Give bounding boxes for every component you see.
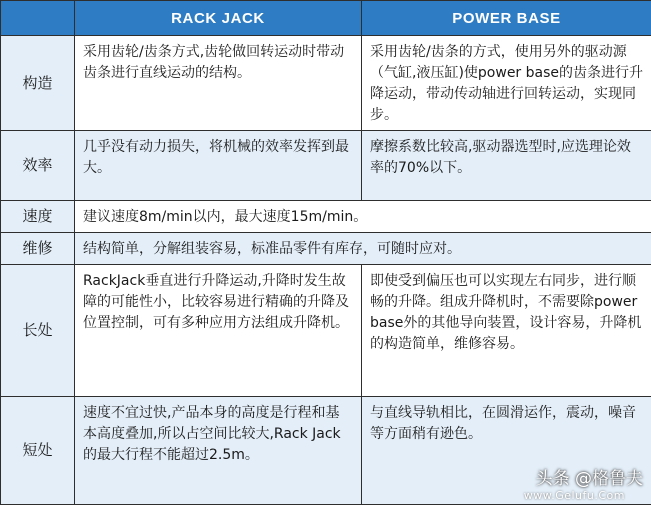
row-label: 短处 bbox=[1, 397, 75, 505]
row-advantages bbox=[1, 265, 651, 397]
rack-jack-cell: 几乎没有动力损失，将机械的效率发挥到最大。 bbox=[75, 131, 362, 201]
row-label: 维修 bbox=[1, 233, 75, 265]
row-efficiency bbox=[1, 131, 651, 201]
rack-jack-cell: 采用齿轮/齿条方式,齿轮做回转运动时带动齿条进行直线运动的结构。 bbox=[75, 36, 362, 131]
row-label: 速度 bbox=[1, 201, 75, 233]
rack-jack-cell: RackJack垂直进行升降运动,升降时发生故障的可能性小，比较容易进行精确的升降及位置控制，可有多种应用方法组成升降机。 bbox=[75, 265, 362, 397]
row-maintenance bbox=[1, 233, 651, 265]
watermark-text: 头条 @格鲁夫 bbox=[536, 464, 643, 489]
row-label: 长处 bbox=[1, 265, 75, 397]
row-speed bbox=[1, 201, 651, 233]
row-label: 效率 bbox=[1, 131, 75, 201]
power-base-cell: 摩擦系数比较高,驱动器选型时,应选理论效率的70%以下。 bbox=[362, 131, 651, 201]
power-base-cell: 采用齿轮/齿条的方式，使用另外的驱动源（气缸,液压缸)使power base的齿条进行升降运动，带动传动轴进行回转运动，实现同步。 bbox=[362, 36, 651, 131]
power-base-cell: 即使受到偏压也可以实现左右同步，进行顺畅的升降。组成升降机时，不需要除power base外的其他导向装置，设计容易，升降机的构造简单，维修容易。 bbox=[362, 265, 651, 397]
power-base-cell: 与直线导轨相比，在圆滑运作，震动，噪音等方面稍有逊色。 bbox=[362, 397, 651, 505]
header-rack-jack: RACK JACK bbox=[75, 1, 362, 36]
combined-cell: 建议速度8m/min以内，最大速度15m/min。 bbox=[75, 201, 651, 233]
combined-cell: 结构简单，分解组装容易，标准品零件有库存，可随时应对。 bbox=[75, 233, 651, 265]
watermark-url: www.Gelufu.Com bbox=[524, 489, 625, 502]
header-power-base: POWER BASE bbox=[362, 1, 651, 36]
header-row bbox=[1, 1, 651, 36]
rack-jack-cell: 速度不宜过快,产品本身的高度是行程和基本高度叠加,所以占空间比较大,Rack Jack的最大行程不能超过2.5m。 bbox=[75, 397, 362, 505]
header-corner bbox=[1, 1, 75, 36]
row-construction bbox=[1, 36, 651, 131]
row-label: 构造 bbox=[1, 36, 75, 131]
